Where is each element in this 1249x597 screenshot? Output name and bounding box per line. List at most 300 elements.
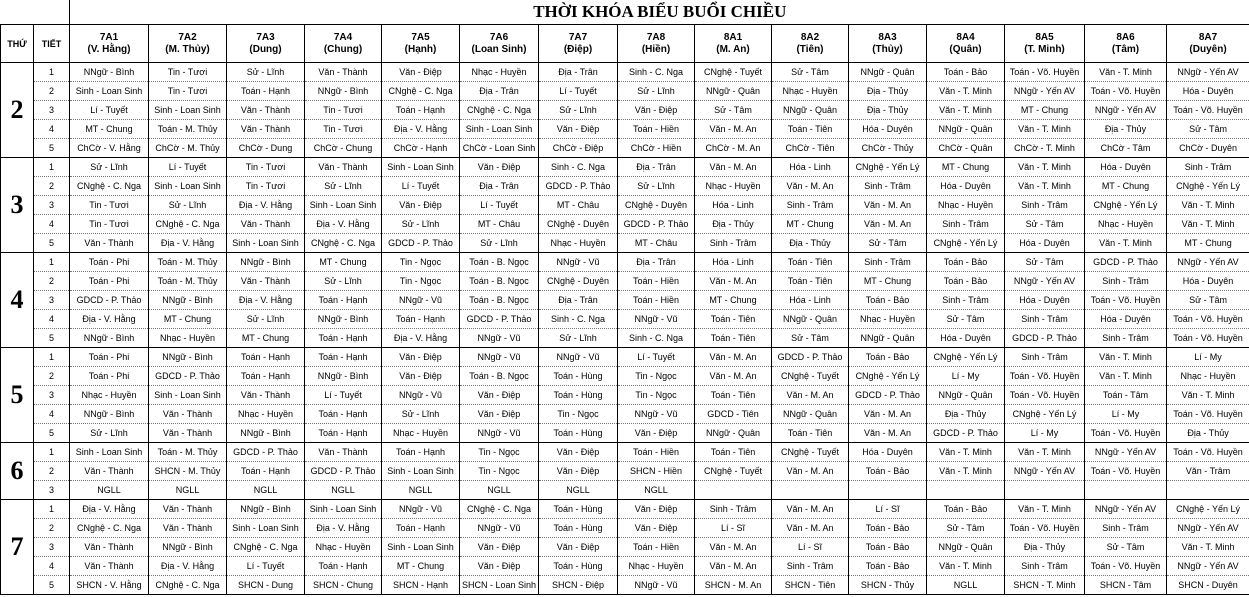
- schedule-cell: Sử - Tâm: [772, 63, 849, 82]
- period-row: [1, 405, 1249, 424]
- schedule-cell: Toán - Võ. Huyền: [1085, 557, 1167, 576]
- schedule-cell: Sử - Lĩnh: [539, 101, 618, 120]
- schedule-cell: NNgữ - Yến AV: [1167, 557, 1249, 576]
- day-label: 2: [1, 63, 34, 158]
- schedule-cell: Sinh - Trâm: [695, 500, 772, 519]
- schedule-cell: MT - Chung: [149, 310, 227, 329]
- period-number: 5: [34, 139, 70, 158]
- schedule-cell: Văn - T. Minh: [1005, 443, 1085, 462]
- period-row: [1, 386, 1249, 405]
- class-name: 7A8: [646, 31, 666, 43]
- class-teacher: (Loan Sinh): [471, 43, 527, 55]
- schedule-cell: NNgữ - Yến AV: [1085, 443, 1167, 462]
- schedule-cell: Toán - Bảo: [849, 348, 927, 367]
- period-row: [1, 158, 1249, 177]
- schedule-cell: SHCN - M. An: [695, 576, 772, 595]
- schedule-cell: Nhạc - Huyền: [927, 196, 1005, 215]
- schedule-cell: Văn - T. Minh: [1085, 63, 1167, 82]
- schedule-cell: Hóa - Linh: [695, 196, 772, 215]
- schedule-cell: Văn - Thành: [149, 500, 227, 519]
- schedule-cell: Toán - Võ. Huyền: [1167, 310, 1249, 329]
- period-number: 3: [34, 196, 70, 215]
- schedule-cell: NNgữ - Bình: [70, 405, 149, 424]
- schedule-cell: Địa - V. Hằng: [70, 310, 149, 329]
- schedule-cell: Lí - Tuyết: [227, 557, 305, 576]
- schedule-cell: Tin - Ngọc: [539, 405, 618, 424]
- schedule-cell: NNgữ - Vũ: [618, 576, 695, 595]
- schedule-cell: CNghệ - C. Nga: [460, 101, 539, 120]
- period-number: 3: [34, 291, 70, 310]
- schedule-cell: Hóa - Linh: [695, 253, 772, 272]
- schedule-cell: Văn - Thành: [305, 158, 382, 177]
- schedule-cell: Toán - Hùng: [539, 519, 618, 538]
- schedule-cell: Toán - Bảo: [849, 462, 927, 481]
- period-row: [1, 443, 1249, 462]
- schedule-cell: Văn - Điệp: [382, 348, 460, 367]
- schedule-cell: Văn - M. An: [695, 120, 772, 139]
- schedule-cell: Tin - Tươi: [149, 82, 227, 101]
- schedule-cell: Sinh - Loan Sinh: [305, 196, 382, 215]
- schedule-cell: NNgữ - Vũ: [539, 348, 618, 367]
- period-row: [1, 177, 1249, 196]
- schedule-cell: Văn - Thành: [305, 443, 382, 462]
- period-number: 2: [34, 177, 70, 196]
- schedule-cell: Văn - T. Minh: [1005, 158, 1085, 177]
- schedule-cell: SHCN - Điệp: [539, 576, 618, 595]
- schedule-cell: Toán - B. Ngọc: [460, 272, 539, 291]
- schedule-cell: Văn - M. An: [772, 177, 849, 196]
- schedule-cell: NNgữ - Vũ: [618, 405, 695, 424]
- schedule-cell: Nhạc - Huyền: [772, 82, 849, 101]
- day-label: 7: [1, 500, 34, 595]
- period-row: [1, 462, 1249, 481]
- schedule-cell: CNghệ - Tuyết: [772, 367, 849, 386]
- schedule-cell: Lí - Sĩ: [849, 500, 927, 519]
- schedule-cell: NNgữ - Bình: [70, 329, 149, 348]
- schedule-cell: Văn - M. An: [695, 367, 772, 386]
- schedule-cell: GDCD - P. Thảo: [539, 177, 618, 196]
- schedule-cell: Lí - My: [1085, 405, 1167, 424]
- schedule-cell: CNghệ - C. Nga: [70, 177, 149, 196]
- period-row: [1, 120, 1249, 139]
- class-header: [695, 25, 772, 63]
- period-number: 1: [34, 158, 70, 177]
- schedule-cell: NNgữ - Bình: [70, 63, 149, 82]
- schedule-cell: Văn - T. Minh: [1005, 500, 1085, 519]
- schedule-cell: Địa - Trân: [618, 253, 695, 272]
- schedule-cell: Nhạc - Huyền: [460, 63, 539, 82]
- schedule-cell: NNgữ - Bình: [305, 82, 382, 101]
- class-header: [70, 25, 149, 63]
- day-label: 6: [1, 443, 34, 500]
- schedule-cell: Sinh - Loan Sinh: [227, 234, 305, 253]
- schedule-cell: Văn - T. Minh: [1167, 196, 1249, 215]
- period-number: 4: [34, 310, 70, 329]
- schedule-cell: Toán - Tiên: [772, 272, 849, 291]
- header-thu: THỨ: [1, 25, 34, 63]
- schedule-cell: Sử - Tâm: [1167, 291, 1249, 310]
- schedule-cell: Sinh - Trâm: [1085, 519, 1167, 538]
- schedule-cell: Hóa - Duyên: [849, 120, 927, 139]
- schedule-cell: ChCờ - V. Hằng: [70, 139, 149, 158]
- schedule-cell: NNgữ - Bình: [305, 367, 382, 386]
- schedule-cell: ChCờ - Thủy: [849, 139, 927, 158]
- schedule-cell: CNghệ - Tuyết: [772, 443, 849, 462]
- schedule-cell: Địa - V. Hằng: [70, 500, 149, 519]
- schedule-cell: Sử - Lĩnh: [618, 82, 695, 101]
- period-number: 2: [34, 82, 70, 101]
- schedule-cell: Văn - Điệp: [460, 557, 539, 576]
- schedule-cell: Tin - Ngọc: [382, 253, 460, 272]
- class-name: 7A3: [256, 31, 275, 43]
- period-number: 4: [34, 405, 70, 424]
- class-teacher: (Duyên): [1189, 43, 1227, 55]
- day-label: 5: [1, 348, 34, 443]
- schedule-cell: Toán - M. Thủy: [149, 443, 227, 462]
- schedule-cell: Tin - Tươi: [227, 177, 305, 196]
- class-teacher: (Hiền): [641, 43, 671, 55]
- schedule-cell: Toán - Bảo: [927, 253, 1005, 272]
- schedule-cell: NNgữ - Bình: [149, 538, 227, 557]
- period-number: 4: [34, 215, 70, 234]
- schedule-cell: Văn - Thành: [227, 386, 305, 405]
- class-teacher: (M. Thủy): [165, 43, 210, 55]
- schedule-cell: Sử - Tâm: [772, 329, 849, 348]
- schedule-cell: Địa - V. Hằng: [227, 196, 305, 215]
- schedule-cell: SHCN - Hiền: [618, 462, 695, 481]
- schedule-cell: NNgữ - Quân: [772, 310, 849, 329]
- schedule-cell: Văn - M. An: [849, 196, 927, 215]
- schedule-cell: Sinh - Trâm: [1167, 158, 1249, 177]
- schedule-cell: NGLL: [70, 481, 149, 500]
- schedule-cell: Sử - Lĩnh: [305, 272, 382, 291]
- schedule-cell: Lí - My: [1167, 348, 1249, 367]
- schedule-cell: ChCờ - M. An: [695, 139, 772, 158]
- schedule-cell: Lí - Tuyết: [70, 101, 149, 120]
- class-header: [382, 25, 460, 63]
- schedule-cell: Toán - B. Ngọc: [460, 291, 539, 310]
- page-title-text: THỜI KHÓA BIỂU BUỔI CHIỀU: [533, 2, 787, 21]
- schedule-cell: GDCD - P. Thảo: [849, 386, 927, 405]
- class-name: 8A1: [723, 31, 743, 43]
- period-number: 5: [34, 424, 70, 443]
- schedule-cell: NGLL: [460, 481, 539, 500]
- schedule-cell: Tin - Ngọc: [382, 272, 460, 291]
- class-teacher: (Hạnh): [404, 43, 437, 55]
- period-row: [1, 101, 1249, 120]
- schedule-cell: ChCờ - T. Minh: [1005, 139, 1085, 158]
- schedule-cell: Sử - Tâm: [927, 519, 1005, 538]
- period-row: [1, 424, 1249, 443]
- schedule-cell: Sử - Tâm: [927, 310, 1005, 329]
- schedule-cell: Toán - Bảo: [927, 272, 1005, 291]
- class-header: [1167, 25, 1249, 63]
- schedule-cell: Sinh - Loan Sinh: [149, 386, 227, 405]
- schedule-cell: NGLL: [305, 481, 382, 500]
- period-row: [1, 557, 1249, 576]
- schedule-cell: MT - Chung: [1005, 101, 1085, 120]
- schedule-cell: NNgữ - Yến AV: [1167, 253, 1249, 272]
- schedule-cell: Tin - Tươi: [70, 196, 149, 215]
- schedule-cell: GDCD - P. Thảo: [927, 424, 1005, 443]
- schedule-cell: Văn - Điệp: [618, 519, 695, 538]
- schedule-cell: Sử - Tâm: [849, 234, 927, 253]
- schedule-cell: Sinh - Trâm: [1085, 272, 1167, 291]
- schedule-cell: NNgữ - Vũ: [460, 348, 539, 367]
- schedule-cell: NNgữ - Yến AV: [1005, 462, 1085, 481]
- schedule-cell: NNgữ - Vũ: [539, 253, 618, 272]
- schedule-cell: GDCD - P. Thảo: [305, 462, 382, 481]
- schedule-cell: Sử - Lĩnh: [227, 63, 305, 82]
- schedule-cell: Nhạc - Huyền: [1085, 215, 1167, 234]
- schedule-cell: Sinh - C. Nga: [539, 310, 618, 329]
- class-name: 7A1: [99, 31, 119, 43]
- class-teacher: (Tiên): [796, 43, 824, 55]
- schedule-cell: Lí - Tuyết: [149, 158, 227, 177]
- schedule-cell: Toán - Hiền: [618, 272, 695, 291]
- schedule-cell: Sinh - Loan Sinh: [149, 177, 227, 196]
- schedule-cell: Sinh - Loan Sinh: [70, 443, 149, 462]
- schedule-cell: CNghệ - Duyên: [539, 215, 618, 234]
- period-row: [1, 139, 1249, 158]
- schedule-cell: NNgữ - Vũ: [460, 329, 539, 348]
- schedule-cell: Văn - T. Minh: [927, 557, 1005, 576]
- schedule-cell: Văn - T. Minh: [927, 101, 1005, 120]
- class-name: 8A2: [800, 31, 820, 43]
- schedule-cell: MT - Châu: [539, 196, 618, 215]
- schedule-cell: Hóa - Duyên: [927, 177, 1005, 196]
- schedule-cell: Văn - M. An: [695, 158, 772, 177]
- schedule-cell: NNgữ - Yến AV: [1167, 63, 1249, 82]
- period-number: 3: [34, 386, 70, 405]
- schedule-cell: Văn - M. An: [849, 215, 927, 234]
- schedule-cell: Lí - Tuyết: [382, 177, 460, 196]
- schedule-cell: Sử - Tâm: [1005, 253, 1085, 272]
- schedule-cell: SHCN - Chung: [305, 576, 382, 595]
- schedule-cell: Văn - Thành: [70, 557, 149, 576]
- class-teacher: (Quân): [949, 43, 982, 55]
- class-teacher: (Chung): [323, 43, 363, 55]
- period-row: [1, 63, 1249, 82]
- header-tiet: TIẾT: [34, 25, 70, 63]
- schedule-cell: Sử - Lĩnh: [70, 424, 149, 443]
- schedule-cell: Sử - Tâm: [1167, 120, 1249, 139]
- schedule-cell: Hóa - Duyên: [1005, 291, 1085, 310]
- schedule-cell: Lí - Tuyết: [618, 348, 695, 367]
- schedule-cell: Văn - M. An: [695, 272, 772, 291]
- schedule-cell: Hóa - Linh: [772, 158, 849, 177]
- schedule-cell: Toán - Hiền: [618, 291, 695, 310]
- schedule-cell: Tin - Tươi: [227, 158, 305, 177]
- schedule-cell: Sinh - Trâm: [927, 291, 1005, 310]
- schedule-cell: Lí - My: [1005, 424, 1085, 443]
- schedule-cell: MT - Chung: [1167, 234, 1249, 253]
- schedule-cell: Toán - Phi: [70, 367, 149, 386]
- schedule-cell: Toán - Tiên: [695, 386, 772, 405]
- schedule-cell: NNgữ - Vũ: [382, 291, 460, 310]
- schedule-cell: Văn - M. An: [849, 405, 927, 424]
- schedule-cell: Địa - Thủy: [927, 405, 1005, 424]
- schedule-cell: NNgữ - Bình: [149, 348, 227, 367]
- schedule-cell: Sinh - Loan Sinh: [382, 158, 460, 177]
- schedule-cell: [927, 481, 1005, 500]
- schedule-cell: Văn - T. Minh: [1085, 367, 1167, 386]
- schedule-cell: SHCN - Hạnh: [382, 576, 460, 595]
- schedule-cell: Sử - Lĩnh: [382, 215, 460, 234]
- schedule-cell: Sử - Tâm: [1005, 215, 1085, 234]
- schedule-cell: NNgữ - Yến AV: [1167, 519, 1249, 538]
- period-number: 4: [34, 120, 70, 139]
- schedule-cell: Toán - Võ. Huyền: [1167, 329, 1249, 348]
- schedule-cell: Sinh - Trâm: [1005, 196, 1085, 215]
- schedule-cell: Hóa - Duyên: [1085, 158, 1167, 177]
- schedule-cell: Địa - V. Hằng: [149, 557, 227, 576]
- schedule-cell: Toán - Phi: [70, 253, 149, 272]
- schedule-cell: Nhạc - Huyền: [695, 177, 772, 196]
- schedule-cell: Sinh - Trâm: [772, 196, 849, 215]
- schedule-cell: NGLL: [539, 481, 618, 500]
- schedule-cell: SHCN - V. Hằng: [70, 576, 149, 595]
- schedule-cell: CNghệ - Yến Lý: [849, 158, 927, 177]
- schedule-cell: Văn - T. Minh: [927, 82, 1005, 101]
- schedule-cell: Toán - Hạnh: [305, 405, 382, 424]
- schedule-cell: CNghệ - C. Nga: [305, 234, 382, 253]
- schedule-cell: Văn - Thành: [227, 272, 305, 291]
- schedule-cell: Toán - Võ. Huyền: [1085, 462, 1167, 481]
- schedule-cell: Nhạc - Huyền: [70, 386, 149, 405]
- schedule-cell: GDCD - P. Thảo: [618, 215, 695, 234]
- day-label: 3: [1, 158, 34, 253]
- schedule-cell: Toán - Võ. Huyền: [1167, 405, 1249, 424]
- schedule-cell: Sinh - Trâm: [772, 557, 849, 576]
- schedule-cell: Toán - Bảo: [849, 557, 927, 576]
- schedule-cell: Toán - Hùng: [539, 386, 618, 405]
- schedule-cell: NNgữ - Quân: [849, 63, 927, 82]
- day-label: 4: [1, 253, 34, 348]
- schedule-cell: Toán - Hạnh: [305, 329, 382, 348]
- period-row: [1, 519, 1249, 538]
- schedule-cell: Toán - Võ. Huyền: [1167, 443, 1249, 462]
- schedule-cell: Văn - Điệp: [618, 500, 695, 519]
- schedule-cell: SHCN - T. Minh: [1005, 576, 1085, 595]
- schedule-cell: NNgữ - Quân: [695, 82, 772, 101]
- schedule-cell: NGLL: [149, 481, 227, 500]
- class-name: 7A2: [178, 31, 197, 43]
- period-number: 5: [34, 576, 70, 595]
- page-title: [70, 0, 1249, 25]
- schedule-cell: Toán - Hạnh: [382, 443, 460, 462]
- class-teacher: (Thủy): [872, 43, 903, 55]
- schedule-cell: Toán - Hiền: [618, 538, 695, 557]
- schedule-cell: CNghệ - C. Nga: [460, 500, 539, 519]
- schedule-cell: ChCờ - Duyên: [1167, 139, 1249, 158]
- schedule-cell: Văn - Điệp: [539, 538, 618, 557]
- schedule-cell: Nhạc - Huyền: [618, 557, 695, 576]
- schedule-cell: NNgữ - Quân: [772, 405, 849, 424]
- schedule-cell: GDCD - Tiên: [695, 405, 772, 424]
- schedule-cell: [1167, 481, 1249, 500]
- period-row: [1, 196, 1249, 215]
- class-name: 8A7: [1198, 31, 1218, 43]
- schedule-cell: CNghệ - Tuyết: [695, 63, 772, 82]
- schedule-cell: Văn - T. Minh: [1085, 234, 1167, 253]
- class-header: [227, 25, 305, 63]
- schedule-cell: Lí - My: [927, 367, 1005, 386]
- schedule-cell: Nhạc - Huyền: [305, 538, 382, 557]
- schedule-cell: Văn - T. Minh: [1085, 348, 1167, 367]
- schedule-cell: NNgữ - Yến AV: [1085, 101, 1167, 120]
- schedule-cell: Toán - Hiền: [618, 120, 695, 139]
- schedule-cell: Nhạc - Huyền: [1167, 367, 1249, 386]
- schedule-cell: CNghệ - C. Nga: [227, 538, 305, 557]
- schedule-cell: Sinh - Trâm: [1005, 310, 1085, 329]
- schedule-cell: SHCN - M. Thủy: [149, 462, 227, 481]
- schedule-cell: CNghệ - Duyên: [618, 196, 695, 215]
- period-row: [1, 367, 1249, 386]
- schedule-cell: Tin - Tươi: [305, 101, 382, 120]
- schedule-cell: Sinh - Trâm: [1005, 348, 1085, 367]
- schedule-cell: Văn - Thành: [227, 101, 305, 120]
- schedule-cell: SHCN - Tiên: [772, 576, 849, 595]
- period-number: 2: [34, 462, 70, 481]
- schedule-cell: [1085, 481, 1167, 500]
- schedule-cell: Sinh - Trâm: [849, 253, 927, 272]
- schedule-cell: Toán - Bảo: [849, 291, 927, 310]
- period-number: 1: [34, 63, 70, 82]
- schedule-cell: Sinh - Loan Sinh: [382, 538, 460, 557]
- schedule-cell: Tin - Ngọc: [618, 386, 695, 405]
- class-name: 7A6: [489, 31, 509, 43]
- schedule-cell: Toán - Tiên: [695, 310, 772, 329]
- schedule-cell: Văn - Điệp: [460, 405, 539, 424]
- schedule-cell: Toán - Hạnh: [305, 348, 382, 367]
- schedule-cell: Văn - T. Minh: [927, 443, 1005, 462]
- schedule-cell: ChCờ - Tâm: [1085, 139, 1167, 158]
- schedule-cell: CNghệ - Yến Lý: [927, 234, 1005, 253]
- schedule-cell: Tin - Tươi: [305, 120, 382, 139]
- schedule-cell: [772, 481, 849, 500]
- schedule-cell: Tin - Ngọc: [460, 443, 539, 462]
- schedule-cell: Văn - Điệp: [460, 386, 539, 405]
- schedule-cell: Văn - Thành: [70, 462, 149, 481]
- schedule-cell: NNgữ - Quân: [695, 424, 772, 443]
- schedule-cell: Toán - Võ. Huyền: [1085, 291, 1167, 310]
- schedule-cell: Toán - Hạnh: [227, 348, 305, 367]
- schedule-cell: Địa - Trân: [460, 177, 539, 196]
- schedule-cell: ChCờ - Dung: [227, 139, 305, 158]
- schedule-cell: Sử - Tâm: [695, 101, 772, 120]
- schedule-cell: Văn - M. An: [772, 462, 849, 481]
- schedule-cell: Toán - Tâm: [1085, 386, 1167, 405]
- schedule-cell: Toán - Bảo: [927, 63, 1005, 82]
- schedule-cell: Văn - Điệp: [618, 101, 695, 120]
- schedule-cell: Văn - M. An: [772, 386, 849, 405]
- period-row: [1, 481, 1249, 500]
- schedule-cell: GDCD - P. Thảo: [227, 443, 305, 462]
- schedule-cell: Địa - V. Hằng: [305, 215, 382, 234]
- class-header: [539, 25, 618, 63]
- schedule-cell: Nhạc - Huyền: [382, 424, 460, 443]
- schedule-cell: Sinh - C. Nga: [618, 329, 695, 348]
- period-row: [1, 253, 1249, 272]
- period-number: 3: [34, 538, 70, 557]
- schedule-cell: Văn - Thành: [227, 215, 305, 234]
- schedule-cell: Văn - Thành: [149, 405, 227, 424]
- schedule-cell: Địa - Thủy: [1167, 424, 1249, 443]
- schedule-cell: ChCờ - Loan Sinh: [460, 139, 539, 158]
- period-number: 5: [34, 329, 70, 348]
- period-row: [1, 234, 1249, 253]
